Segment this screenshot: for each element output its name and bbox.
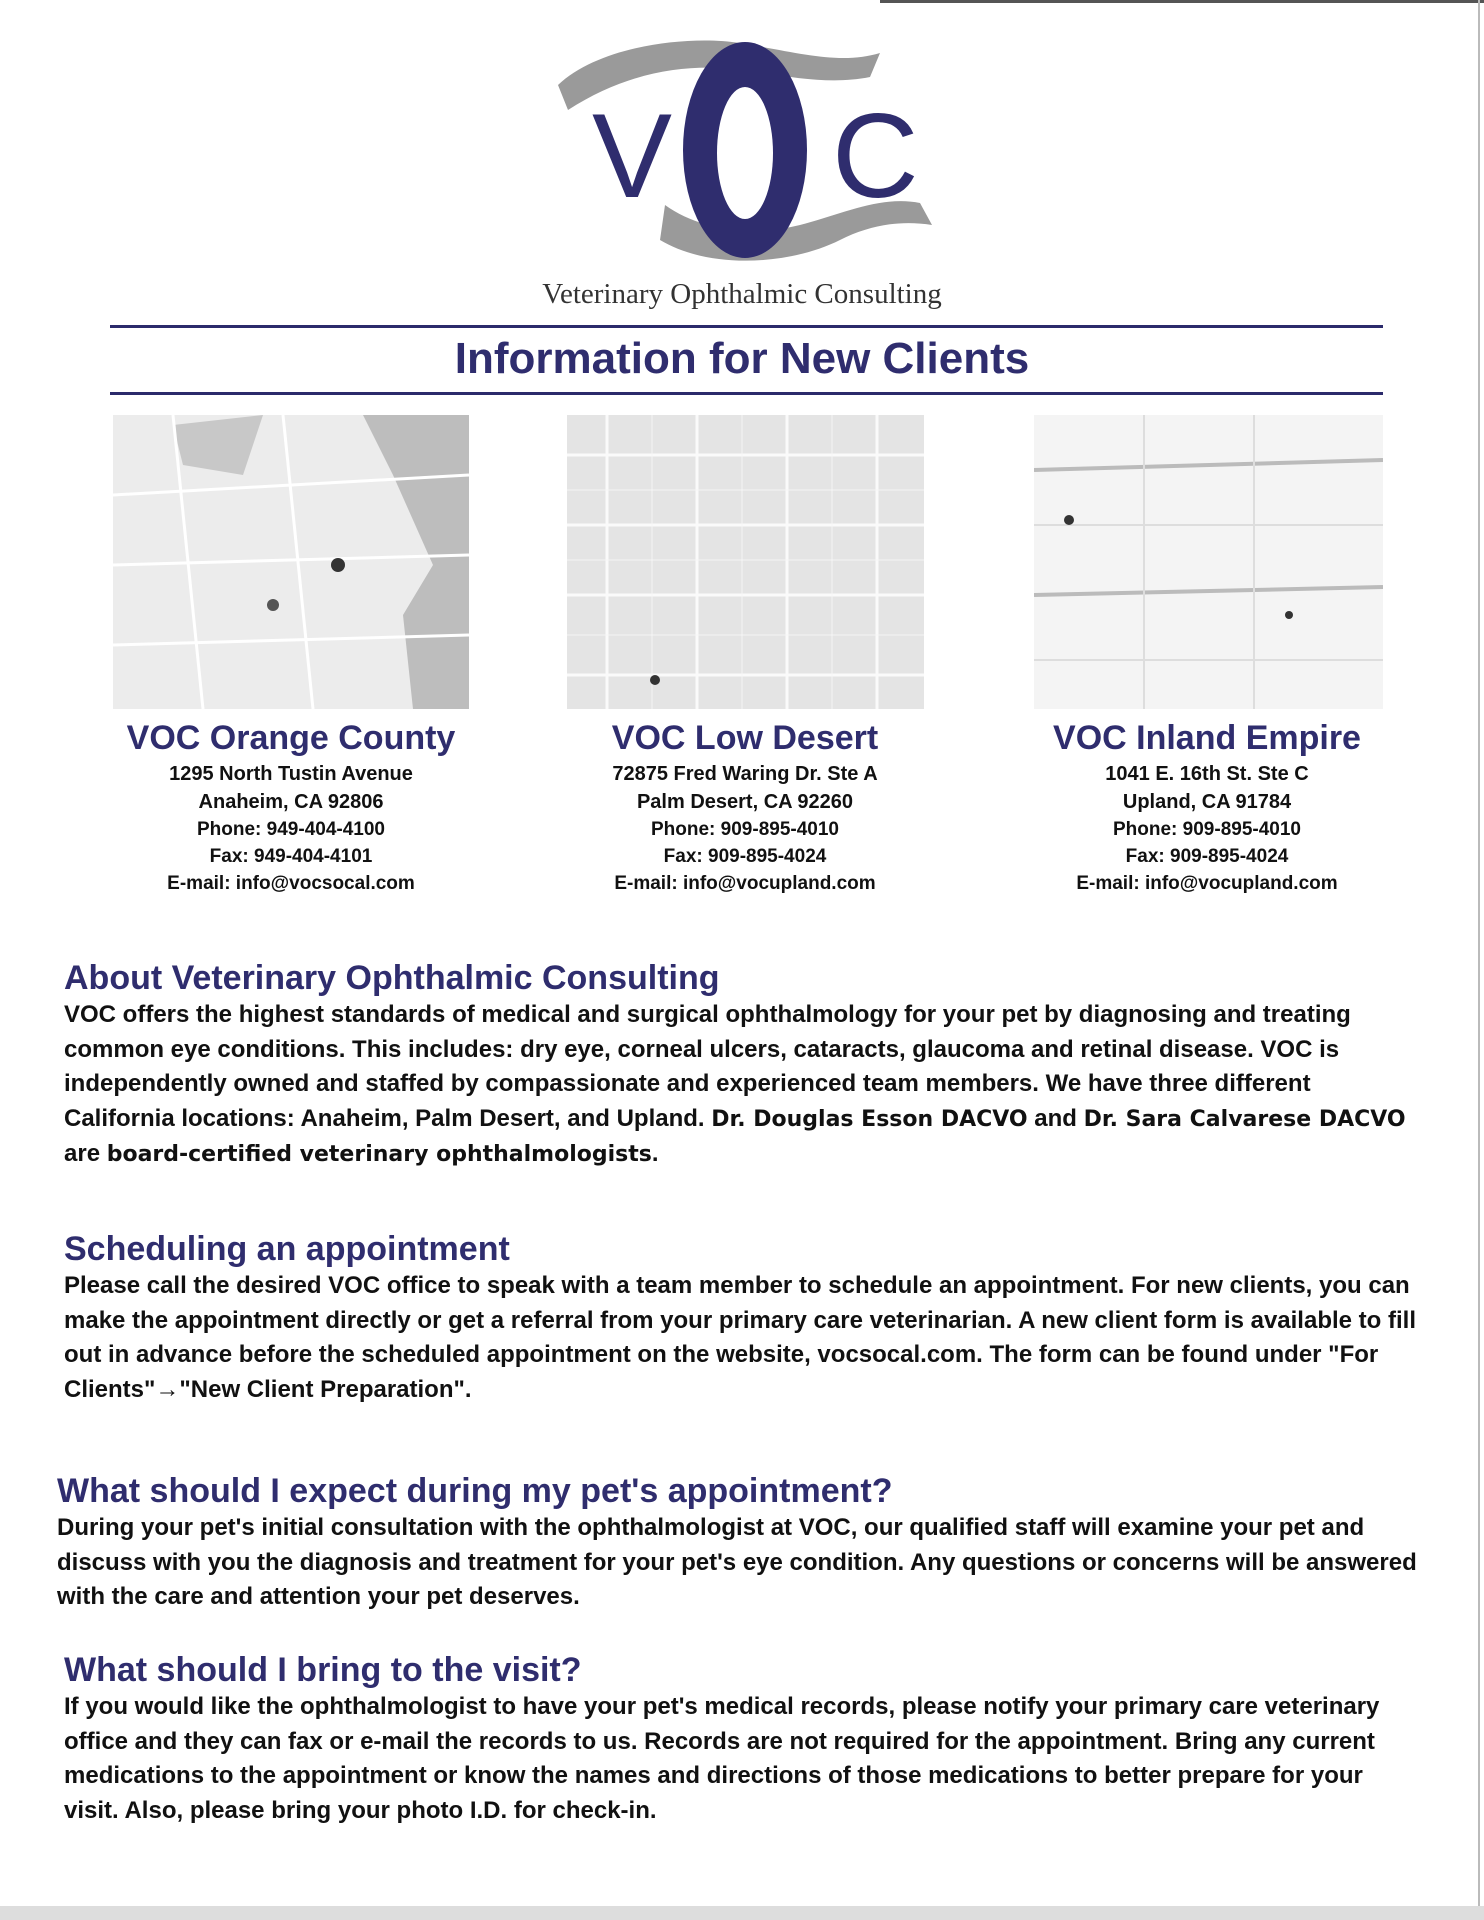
location-address1: 72875 Fred Waring Dr. Ste A (612, 763, 878, 785)
location-name: VOC Inland Empire (1053, 719, 1361, 757)
location-fax: Fax: 909-895-4024 (1125, 846, 1289, 867)
about-text (64, 998, 1424, 1173)
location-name: VOC Low Desert (611, 719, 879, 757)
location-phone: Phone: 949-404-4100 (197, 819, 385, 840)
about-heading: About Veterinary Ophthalmic Consulting (64, 959, 720, 997)
connector: and (1027, 1104, 1084, 1132)
voc-logo (540, 25, 950, 265)
map-image (113, 415, 469, 709)
location-orange-county (61, 718, 521, 897)
scheduling-section (64, 1229, 1424, 1407)
location-inland-empire (977, 718, 1437, 897)
scheduling-text: Please call the desired VOC office to speak with a team member to schedule an appointment. For new clients, you can make the appointment directly or get a referral from your primary care veterinarian. A new client form is available to fill out in advance before the scheduled appointment on the website, vocsocal.com. The form can be found under "For Clients"→"New Client Preparation". (64, 1272, 1416, 1403)
doctor-name: Dr. Douglas Esson DACVO (711, 1106, 1028, 1132)
expect-text: During your pet's initial consultation with the ophthalmologist at VOC, our qualified staff will examine your pet and discuss with you the diagnosis and treatment for your pet's eye condition. Any questions or concerns will be answered with the care and attention your pet deserves. (57, 1514, 1417, 1610)
bring-heading: What should I bring to the visit? (64, 1651, 582, 1689)
map-orange-county[interactable] (113, 415, 469, 709)
scan-edge-top (880, 0, 1484, 3)
connector: are (64, 1140, 107, 1167)
map-inland-empire[interactable] (1034, 415, 1383, 709)
scheduling-heading: Scheduling an appointment (64, 1230, 510, 1268)
expect-heading: What should I expect during my pet's appointment? (57, 1472, 893, 1510)
location-fax: Fax: 949-404-4101 (209, 846, 373, 867)
location-address1: 1295 North Tustin Avenue (169, 763, 413, 785)
location-phone: Phone: 909-895-4010 (651, 819, 839, 840)
location-address2: Upland, CA 91784 (1122, 791, 1292, 813)
location-name: VOC Orange County (126, 719, 456, 757)
location-fax: Fax: 909-895-4024 (663, 846, 827, 867)
expect-section (57, 1471, 1417, 1615)
location-address2: Anaheim, CA 92806 (198, 791, 384, 813)
svg-text:V: V (592, 89, 673, 223)
location-address2: Palm Desert, CA 92260 (636, 791, 854, 813)
certification: board-certified veterinary ophthalmologists (106, 1142, 652, 1167)
location-email: E-mail: info@vocsocal.com (167, 873, 415, 894)
location-address1: 1041 E. 16th St. Ste C (1105, 763, 1309, 785)
bring-section (64, 1650, 1424, 1828)
location-email: E-mail: info@vocupland.com (614, 873, 876, 894)
tagline: Veterinary Ophthalmic Consulting (542, 278, 942, 310)
location-email: E-mail: info@vocupland.com (1076, 873, 1338, 894)
divider (110, 325, 1383, 328)
connector: . (651, 1140, 659, 1167)
about-body: VOC offers the highest standards of medical and surgical ophthalmology for your pet by diagnosing and treating common eye conditions. This includes: dry eye, corneal ulcers, cataracts, glaucoma and retinal disease. VOC is independently owned and staffed by compassionate and experienced team members. We have three different California locations: Anaheim, Palm Desert, and Upland. (64, 1001, 1351, 1132)
map-low-desert[interactable] (567, 415, 924, 709)
map-image (1034, 415, 1383, 709)
page-title: Information for New Clients (454, 334, 1030, 383)
divider (110, 392, 1383, 395)
svg-text:C: C (832, 89, 919, 223)
about-section (64, 958, 1424, 1173)
map-image (567, 415, 924, 709)
bring-text: If you would like the ophthalmologist to have your pet's medical records, please notify your primary care veterinary office and they can fax or e-mail the records to us. Records are not required for the appointment. Bring any current medications to the appointment or know the names and directions of those medications to better prepare for your visit. Also, please bring your photo I.D. for check-in. (64, 1693, 1380, 1824)
location-low-desert (515, 718, 975, 897)
location-phone: Phone: 909-895-4010 (1113, 819, 1301, 840)
scan-edge-bottom (0, 1906, 1484, 1920)
doctor-name: Dr. Sara Calvarese DACVO (1083, 1106, 1406, 1132)
